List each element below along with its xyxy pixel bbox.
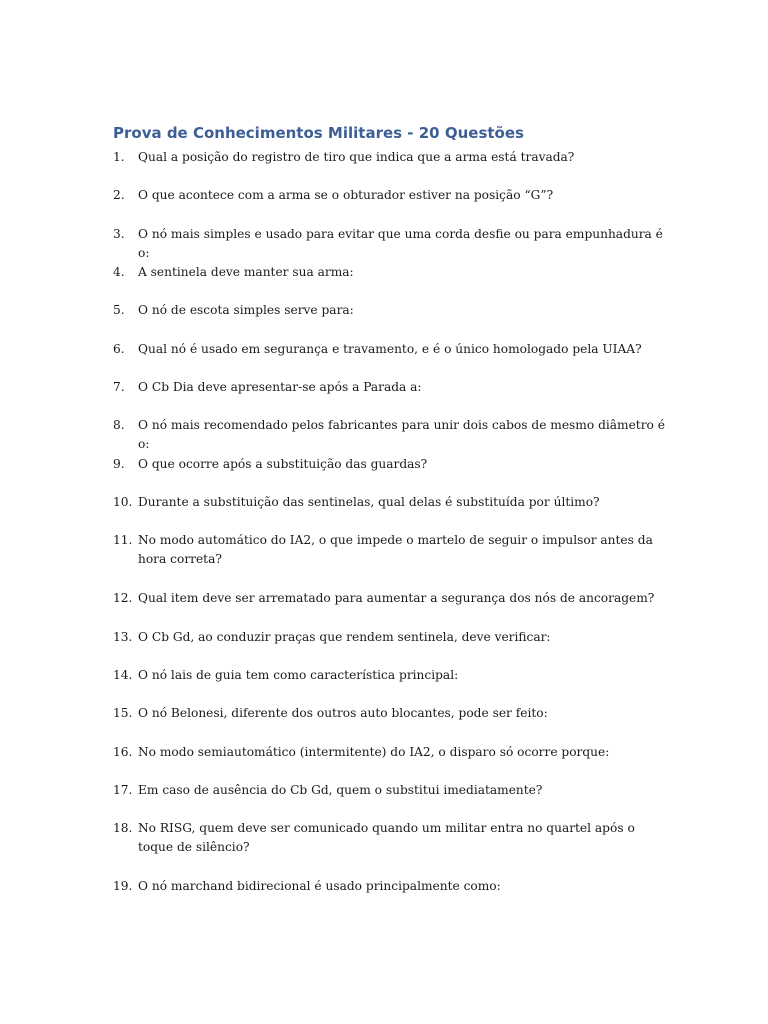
question-number: 9. (113, 457, 125, 471)
question-text: O nó marchand bidirecional é usado principalmente como: (138, 879, 501, 893)
question-text: No modo automático do IA2, o que impede o martelo de seguir o impulsor antes da hora correta? (138, 533, 653, 566)
question-number: 5. (113, 303, 125, 317)
question-item (113, 666, 673, 685)
question-number: 4. (113, 265, 125, 279)
question-number: 15. (113, 706, 133, 720)
question-text: Em caso de ausência do Cb Gd, quem o substitui imediatamente? (138, 783, 543, 797)
question-item (113, 148, 673, 167)
question-item (113, 340, 673, 359)
question-number: 10. (113, 495, 133, 509)
question-text: A sentinela deve manter sua arma: (138, 265, 354, 279)
question-number: 12. (113, 591, 133, 605)
question-text: O Cb Dia deve apresentar-se após a Parada a: (138, 380, 422, 394)
question-item (113, 186, 673, 205)
question-number: 14. (113, 668, 133, 682)
question-item (113, 531, 673, 569)
question-item (113, 378, 673, 397)
question-item (113, 743, 673, 762)
document-title: Prova de Conhecimentos Militares - 20 Questões (113, 124, 524, 142)
question-item (113, 263, 673, 282)
question-text: O nó de escota simples serve para: (138, 303, 354, 317)
question-number: 1. (113, 150, 125, 164)
question-item (113, 225, 673, 263)
question-item (113, 455, 673, 474)
question-number: 11. (113, 533, 133, 547)
question-text: O nó mais simples e usado para evitar que uma corda desfie ou para empunhadura é o: (138, 227, 663, 260)
question-item (113, 416, 673, 454)
question-item (113, 301, 673, 320)
question-item (113, 819, 673, 857)
question-number: 16. (113, 745, 133, 759)
question-text: No modo semiautomático (intermitente) do IA2, o disparo só ocorre porque: (138, 745, 610, 759)
question-text: O nó Belonesi, diferente dos outros auto blocantes, pode ser feito: (138, 706, 548, 720)
question-item (113, 781, 673, 800)
question-item (113, 493, 673, 512)
question-text: O que ocorre após a substituição das guardas? (138, 457, 428, 471)
question-text: No RISG, quem deve ser comunicado quando um militar entra no quartel após o toque de silêncio? (138, 821, 635, 854)
question-number: 8. (113, 418, 125, 432)
question-text: O que acontece com a arma se o obturador estiver na posição “G”? (138, 188, 554, 202)
question-number: 17. (113, 783, 133, 797)
question-text: O nó mais recomendado pelos fabricantes para unir dois cabos de mesmo diâmetro é o: (138, 418, 665, 451)
question-text: Qual item deve ser arrematado para aumentar a segurança dos nós de ancoragem? (138, 591, 655, 605)
question-number: 7. (113, 380, 125, 394)
question-item (113, 704, 673, 723)
question-text: Qual nó é usado em segurança e travamento, e é o único homologado pela UIAA? (138, 342, 642, 356)
question-text: Qual a posição do registro de tiro que indica que a arma está travada? (138, 150, 575, 164)
question-item (113, 628, 673, 647)
question-number: 18. (113, 821, 133, 835)
question-number: 19. (113, 879, 133, 893)
question-text: Durante a substituição das sentinelas, qual delas é substituída por último? (138, 495, 600, 509)
question-number: 2. (113, 188, 125, 202)
question-item (113, 877, 673, 896)
question-number: 3. (113, 227, 125, 241)
question-text: O nó lais de guia tem como característica principal: (138, 668, 459, 682)
question-number: 6. (113, 342, 125, 356)
question-text: O Cb Gd, ao conduzir praças que rendem sentinela, deve verificar: (138, 630, 551, 644)
question-number: 13. (113, 630, 133, 644)
question-item (113, 589, 673, 608)
